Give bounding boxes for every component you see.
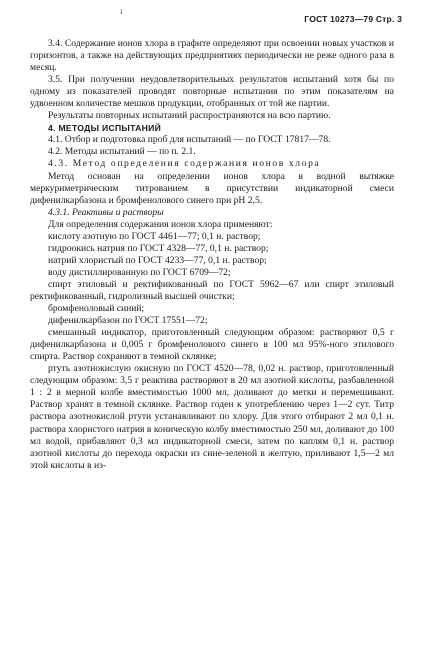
reagent-item: дифенилкарбазон по ГОСТ 17551—72; [48, 315, 208, 327]
section-4-title: 4. МЕТОДЫ ИСПЫТАНИЙ [48, 123, 162, 134]
page-header: ГОСТ 10273—79 Стр. 3 [304, 14, 402, 24]
paragraph-4-1: 4.1. Отбор и подготовка проб для испытаний — по ГОСТ 17817—78. [48, 134, 331, 146]
paragraph-4-2: 4.2. Методы испытаний — по п. 2.1. [48, 146, 196, 158]
reagent-item: натрий хлористый по ГОСТ 4233—77, 0,1 н. раствор; [48, 254, 267, 266]
paragraph-indicator: смешанный индикатор, приготовленный следующим образом: растворяют 0,5 г дифенилкарбазона и 0,005 г бромфенолового синего в 100 мл 95%-ного этилового спирта. Раствор сохраняют в темной склянке; [30, 327, 394, 363]
paragraph-results: Результаты повторных испытаний распространяются на всю партию. [48, 110, 331, 122]
reagent-item: кислоту азотную по ГОСТ 4461—77; 0,1 н. раствор; [48, 230, 261, 242]
paragraph-4-3-heading: 4.3. Метод определения содержания ионов хлора [48, 158, 321, 170]
reagent-item: бромфеноловый синий; [48, 303, 145, 315]
paragraph-3-4: 3.4. Содержание ионов хлора в графите определяют при освоении новых участков и горизонтов, а также на действующих предприятиях периодически не реже одного раза в месяц. [30, 38, 394, 74]
paragraph-3-5: 3.5. При получении неудовлетворительных результатов испытаний хотя бы по одному из показателей проводят повторные испытания по этим показателям на удвоенном количестве мешков продукции, отобранных от той же партии. [30, 74, 394, 110]
reagent-item: воду дистиллированную по ГОСТ 6709—72; [48, 266, 231, 278]
paragraph-mercury-nitrate: ртуть азотнокислую окисную по ГОСТ 4520—78, 0,02 н. раствор, приготовленный следующим образом: 3,5 г реактива растворяют в 20 мл азотной кислоты, разбавленной 1 : 2 в мерной колбе вместимостью 1000 мл, доливают до метки и перемешивают. Раствор хранят в темной склянке. Раствор годен к употреблению через 1—2 сут. Титр раствора азотнокислой ртути устанавливают по хлору. Для этого отбирают 2 мл 0,1 н. раствора хлористого натрия в коническую колбу вместимостью 250 мл, доливают до 100 мл водой, прибавляют 0,3 мл индикаторной смеси, затем по каплям 0,1 н. раствор азотной кислоты до перехода окраски из сине-зеленой в желтую, приливают 1,5—2 мл этой кислоты в из- [30, 363, 394, 471]
paragraph-4-3-1-heading: 4.3.1. Реактивы и растворы [48, 206, 164, 218]
paragraph-method: Метод основан на определении ионов хлора в водной вытяжке меркуриметрическим титрованием в присутствии индикаторной смеси дифенилкарбазона и бромфенолового синего при рН 2,5. [30, 170, 394, 206]
page-body [30, 38, 394, 472]
reagent-item: гидроокись натрия по ГОСТ 4328—77, 0,1 н. раствор; [48, 242, 269, 254]
scan-mark: ı [120, 6, 123, 16]
paragraph-intro: Для определения содержания ионов хлора применяют: [48, 218, 273, 230]
reagent-item: спирт этиловый и ректификованный по ГОСТ 5962—67 или спирт этиловый ректификованный, гидролизный высшей очистки; [30, 278, 394, 302]
